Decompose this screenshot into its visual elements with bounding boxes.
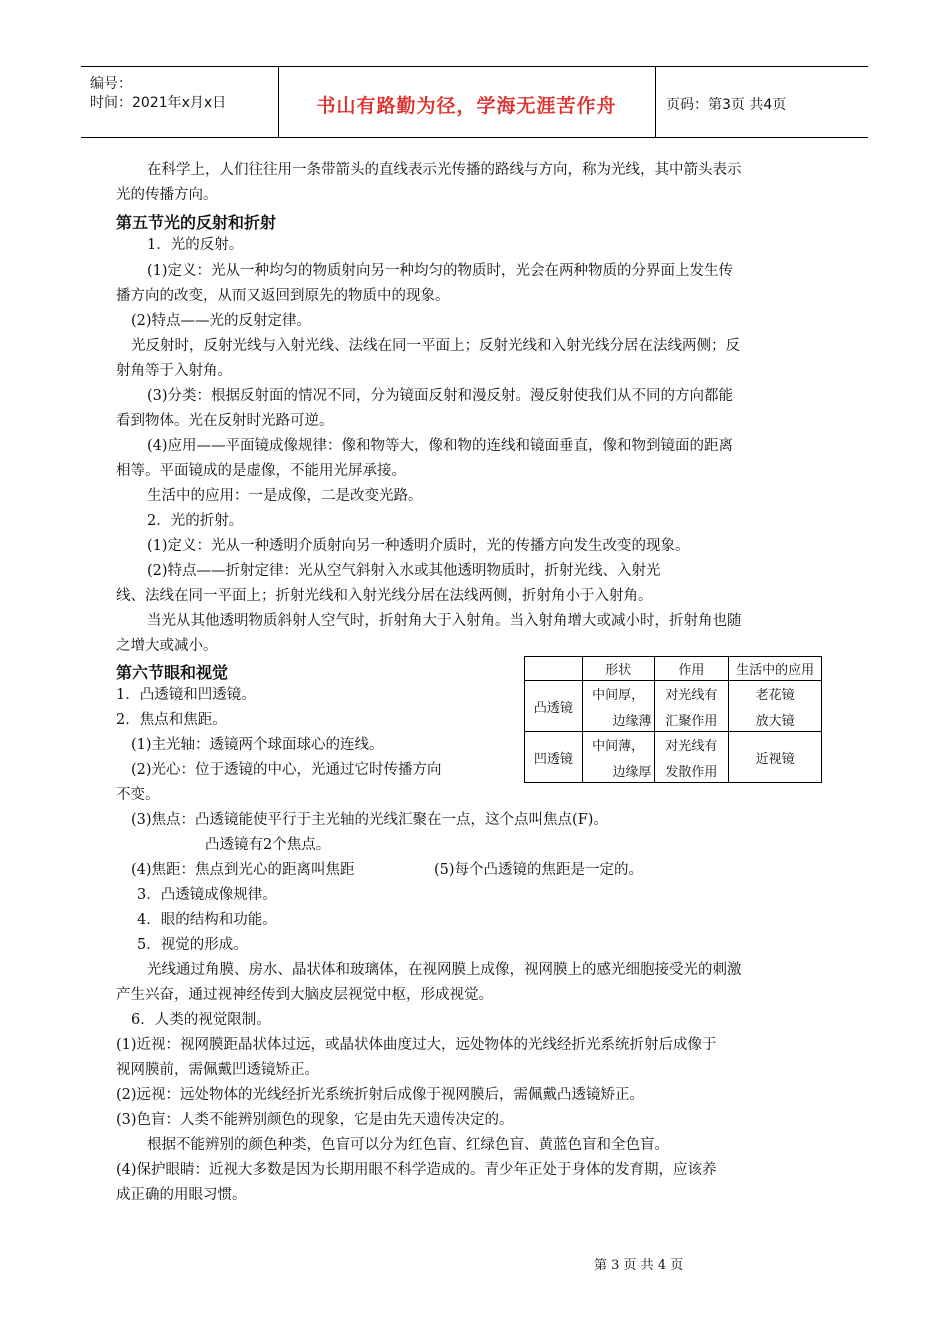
paragraph-line: 生活中的应用：一是成像，二是改变光路。 [147,488,423,504]
paragraph-line: (1)定义：光从一种透明介质射向另一种透明介质时，光的传播方向发生改变的现象。 [147,538,690,554]
paragraph-line: 光线通过角膜、房水、晶状体和玻璃体，在视网膜上成像，视网膜上的感光细胞接受光的刺激 [147,962,742,978]
table-row [525,681,822,732]
paragraph-line: 产生兴奋，通过视神经传到大脑皮层视觉中枢，形成视觉。 [116,987,493,1003]
cell-line: 老花镜 [755,688,795,703]
table-cell-shape [582,732,654,783]
paragraph-line: 4．眼的结构和功能。 [137,912,277,928]
lens-comparison-table [524,656,822,783]
paragraph-line: 2．光的折射。 [147,513,244,529]
cell-line: 边缘厚 [612,765,652,780]
table-cell-use [729,681,822,732]
paragraph-line: 3．凸透镜成像规律。 [137,887,277,903]
paragraph-line: 1．凸透镜和凹透镜。 [116,687,256,703]
paragraph-line: 之增大或减小。 [116,638,218,654]
paragraph-line: 在科学上，人们往往用一条带箭头的直线表示光传播的路线与方向，称为光线，其中箭头表示 [147,162,742,178]
paragraph-line: 根据不能辨别的颜色种类，色盲可以分为红色盲、红绿色盲、黄蓝色盲和全色盲。 [147,1137,669,1153]
cell-line: 放大镜 [755,714,795,729]
paragraph-line: (2)特点——光的反射定律。 [131,313,312,329]
paragraph-line: (3)焦点：凸透镜能使平行于主光轴的光线汇聚在一点，这个点叫焦点(F)。 [131,812,608,828]
header-motto-cell [278,67,656,137]
cell-line: 发散作用 [665,765,718,780]
paragraph-line: 1．光的反射。 [147,237,244,253]
paragraph-line: 光的传播方向。 [116,187,218,203]
cell-line: 汇聚作用 [665,714,718,729]
table-cell-lens-name: 凸透镜 [525,681,583,732]
paragraph-line: (2)特点——折射定律：光从空气斜射入水或其他透明物质时，折射光线、入射光 [147,563,661,579]
document-number-label: 编号： [90,76,132,92]
paragraph-line: 看到物体。光在反射时光路可逆。 [116,413,334,429]
paragraph-line: (3)分类：根据反射面的情况不同，分为镜面反射和漫反射。漫反射使我们从不同的方向都能 [147,388,734,404]
table-cell-effect [654,681,729,732]
table-cell-use: 近视镜 [729,732,822,783]
paragraph-line: 播方向的改变，从而又返回到原先的物质中的现象。 [116,288,450,304]
table-row [525,732,822,783]
header-info-cell [81,67,279,137]
page-header [81,66,868,138]
paragraph-line: 射角等于入射角。 [116,363,232,379]
paragraph-line: 6．人类的视觉限制。 [131,1012,271,1028]
page-number-label: 页码：第3页 共4页 [666,97,787,113]
paragraph-line: (4)焦距：焦点到光心的距离叫焦距 [131,862,355,878]
paragraph-line: (4)应用——平面镜成像规律：像和物等大，像和物的连线和镜面垂直，像和物到镜面的距离 [147,438,734,454]
paragraph-line: (2)光心：位于透镜的中心，光通过它时传播方向 [131,762,442,778]
paragraph-line: (1)主光轴：透镜两个球面球心的连线。 [131,737,384,753]
cell-line: 中间薄， [592,739,645,754]
paragraph-line: (1)近视：视网膜距晶状体过远，或晶状体曲度过大，远处物体的光线经折光系统折射后成像于 [116,1037,717,1053]
paragraph-line: (3)色盲：人类不能辨别颜色的现象，它是由先天遗传决定的。 [116,1112,514,1128]
cell-line: 中间厚， [592,688,645,703]
paragraph-line: 视网膜前，需佩戴凹透镜矫正。 [116,1062,319,1078]
paragraph-line: 相等。平面镜成的是虚像，不能用光屏承接。 [116,463,406,479]
paragraph-line: 成正确的用眼习惯。 [116,1187,247,1203]
table-header-cell: 作用 [654,657,729,681]
paragraph-line: (2)远视：远处物体的光线经折光系统折射后成像于视网膜后，需佩戴凸透镜矫正。 [116,1087,645,1103]
table-cell-shape [582,681,654,732]
paragraph-line: 不变。 [116,787,160,803]
paragraph-line: 线、法线在同一平面上；折射光线和入射光线分居在法线两侧，折射角小于入射角。 [116,588,653,604]
table-cell-lens-name: 凹透镜 [525,732,583,783]
table-header-row [525,657,822,681]
document-date-label: 时间：2021年x月x日 [90,95,227,111]
page-footer: 第 3 页 共 4 页 [594,1258,684,1273]
paragraph-line: (4)保护眼睛：近视大多数是因为长期用眼不科学造成的。青少年正处于身体的发育期，应该养 [116,1162,717,1178]
paragraph-line: (1)定义：光从一种均匀的物质射向另一种均匀的物质时，光会在两种物质的分界面上发生传 [147,263,734,279]
paragraph-line: 5．视觉的形成。 [137,937,248,953]
cell-line: 对光线有 [665,739,718,754]
table-header-cell: 形状 [582,657,654,681]
paragraph-line: 凸透镜有2个焦点。 [205,837,331,853]
table-header-cell [525,657,583,681]
paragraph-line: (5)每个凸透镜的焦距是一定的。 [434,862,644,878]
paragraph-line: 当光从其他透明物质斜射人空气时，折射角大于入射角。当入射角增大或减小时，折射角也随 [147,613,742,629]
table-header-cell: 生活中的应用 [729,657,822,681]
table-cell-effect [654,732,729,783]
paragraph-line: 2．焦点和焦距。 [116,712,227,728]
header-page-cell [655,67,868,137]
motto: 书山有路勤为径，学海无涯苦作舟 [316,95,617,117]
section-heading: 第五节光的反射和折射 [116,213,277,232]
section-heading: 第六节眼和视觉 [116,663,229,682]
cell-line: 对光线有 [665,688,718,703]
paragraph-line: 光反射时，反射光线与入射光线、法线在同一平面上；反射光线和入射光线分居在法线两侧；反 [131,338,740,354]
cell-line: 边缘薄 [612,714,652,729]
